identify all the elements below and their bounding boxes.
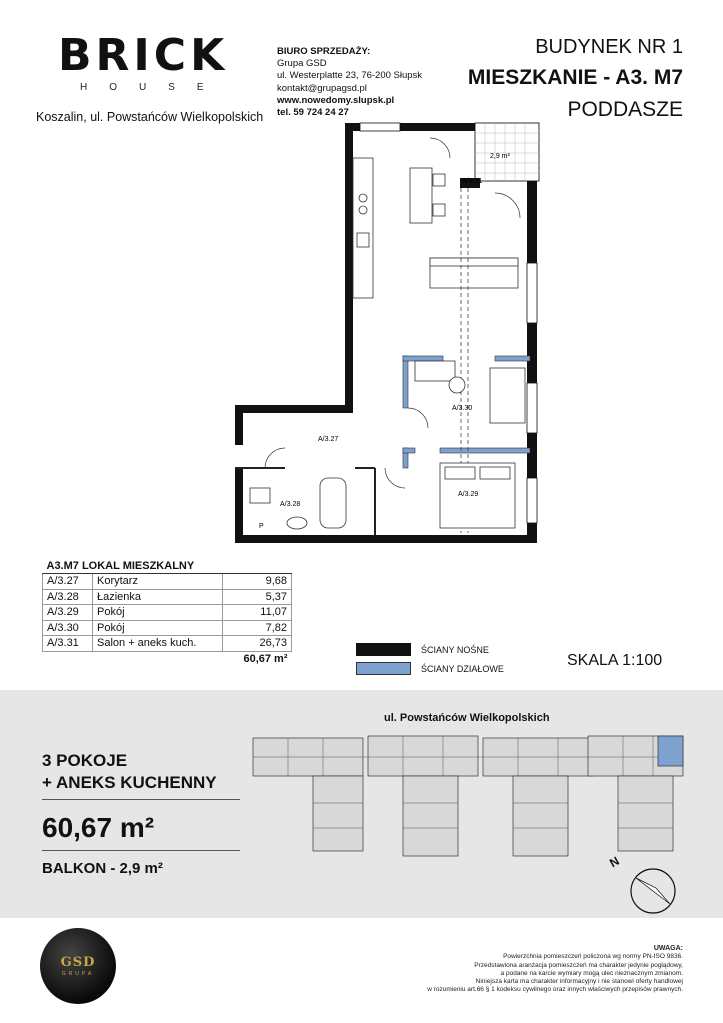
floor-plan [225, 118, 555, 554]
table-row [43, 620, 292, 636]
disclaimer-line: Powierzchnia pomieszczeń policzona wg normy PN-ISO 9836. [503, 953, 683, 961]
svg-text:A/3.30: A/3.30 [452, 405, 473, 412]
table-row [43, 636, 292, 652]
svg-text:P: P [259, 523, 264, 530]
disclaimer-line: Niniejsza karta ma charakter informacyjny i nie stanowi oferty handlowej [475, 978, 683, 986]
kitchen-counter [353, 158, 373, 298]
compass-icon [628, 866, 678, 916]
sales-company: Grupa GSD [277, 58, 327, 70]
row-name: Łazienka [93, 589, 223, 605]
balcony-area: BALKON - 2,9 m² [42, 860, 163, 877]
brick-house-logo [58, 30, 238, 98]
apartment-highlight [658, 736, 683, 766]
partition-swatch [356, 662, 411, 675]
area-table [42, 558, 292, 667]
legend-partition [356, 662, 504, 675]
row-code: A/3.31 [43, 636, 93, 652]
sales-office-block [277, 46, 422, 119]
desk [415, 361, 525, 423]
divider [42, 799, 240, 800]
sales-address: ul. Westerplatte 23, 76-200 Słupsk [277, 70, 423, 82]
svg-text:A/3.27: A/3.27 [318, 436, 339, 443]
row-name: Korytarz [93, 574, 223, 590]
sales-website[interactable]: www.nowedomy.slupsk.pl [277, 94, 395, 106]
gsd-badge-logo [40, 928, 116, 1004]
sales-email[interactable]: kontakt@grupagsd.pl [277, 82, 367, 94]
load-bearing-swatch [356, 643, 411, 656]
apartment-title: MIESZKANIE - A3. M7 [467, 66, 683, 89]
site-plan [248, 728, 688, 858]
table-row [43, 605, 292, 621]
row-code: A/3.28 [43, 589, 93, 605]
table-row [43, 574, 292, 590]
rooms-summary [42, 750, 217, 794]
dining-table [410, 168, 445, 223]
divider [42, 850, 240, 851]
table-total: 60,67 m² [243, 653, 288, 665]
row-name: Salon + aneks kuch. [93, 636, 223, 652]
sofa [430, 258, 518, 288]
row-name: Pokój [93, 620, 223, 636]
total-area: 60,67 m² [42, 812, 155, 843]
disclaimer-line: Przedstawiona aranżacja pomieszczeń ma charakter jedynie poglądowy, [474, 961, 683, 969]
logo-subtext: HOUSE [80, 82, 226, 93]
badge-subtext: GRUPA [61, 971, 95, 977]
balcony [475, 123, 539, 181]
badge-text: GSD [60, 955, 96, 970]
table-row [43, 589, 292, 605]
row-area: 5,37 [223, 589, 292, 605]
svg-text:A/3.28: A/3.28 [280, 501, 301, 508]
legend-label: ŚCIANY DZIAŁOWE [421, 663, 504, 674]
row-area: 11,07 [223, 605, 292, 621]
disclaimer-line: w rozumieniu art.66 § 1 kodeksu cywilnego oraz innych właściwych przepisów prawnych. [427, 986, 683, 994]
building-title: BUDYNEK NR 1 [535, 36, 683, 58]
kitchen-line: + ANEKS KUCHENNY [42, 773, 217, 792]
row-area: 26,73 [223, 636, 292, 652]
row-name: Pokój [93, 605, 223, 621]
sales-phone: tel. 59 724 24 27 [277, 107, 349, 119]
logo-text: BRICK [58, 30, 229, 81]
svg-text:A/3.29: A/3.29 [458, 491, 479, 498]
disclaimer [363, 945, 683, 995]
row-area: 7,82 [223, 620, 292, 636]
row-area: 9,68 [223, 574, 292, 590]
location-text: Koszalin, ul. Powstańców Wielkopolskich [36, 110, 264, 124]
row-code: A/3.27 [43, 574, 93, 590]
svg-text:A/3.31: A/3.31 [462, 178, 483, 185]
disclaimer-title: UWAGA: [653, 945, 683, 952]
svg-text:2,9 m²: 2,9 m² [490, 153, 510, 160]
rooms-line: 3 POKOJE [42, 751, 128, 770]
floor-title: PODDASZE [567, 98, 683, 121]
table-title: A3.M7 LOKAL MIESZKALNY [43, 558, 292, 574]
scale-text: SKALA 1:100 [567, 652, 663, 669]
row-code: A/3.29 [43, 605, 93, 621]
door-swings [265, 138, 520, 488]
street-label: ul. Powstańców Wielkopolskich [384, 712, 550, 724]
row-code: A/3.30 [43, 620, 93, 636]
legend-load-bearing [356, 643, 489, 656]
disclaimer-line: a podane na karcie wymiary mogą ulec nieznacznym zmianom. [500, 969, 683, 977]
legend-label: ŚCIANY NOŚNE [421, 644, 489, 655]
north-label: N [607, 853, 622, 871]
sales-title: BIURO SPRZEDAŻY: [277, 46, 371, 57]
